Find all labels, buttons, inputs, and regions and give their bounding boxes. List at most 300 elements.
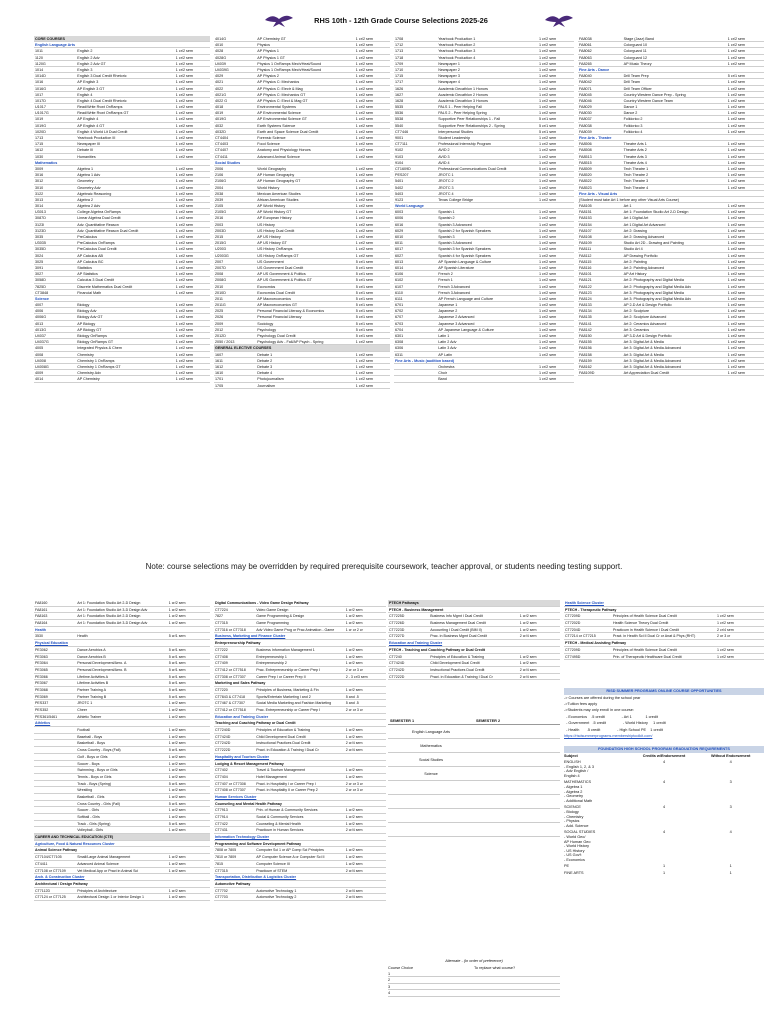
course-credit: 1 cr/2 sem — [538, 228, 557, 233]
course-credit: 1 cr/2 sem — [175, 197, 193, 202]
course-credit: 1 cr/2 sem — [175, 327, 193, 332]
course-title: Journalism — [257, 383, 276, 388]
course-title: Academic Decathlon 3 Honors — [438, 98, 488, 103]
graduation-credits-endorsement: 4 — [662, 780, 666, 785]
course-row[interactable] — [34, 868, 210, 875]
course-code: FA8163 — [35, 614, 48, 619]
course-row[interactable] — [214, 787, 386, 794]
course-title: Art 3: Digital Art & Media Advanced — [623, 346, 682, 351]
course-row[interactable] — [34, 633, 210, 640]
course-row[interactable] — [388, 654, 560, 661]
course-row[interactable] — [564, 620, 764, 627]
semester-2-cell[interactable] — [474, 753, 560, 766]
course-code: CT7702 — [215, 888, 228, 893]
course-row[interactable] — [388, 667, 560, 674]
course-row[interactable] — [214, 707, 386, 714]
course-title: AP US Government & Politics GT — [257, 278, 312, 283]
course-credit: 1 cr/2 sem — [168, 808, 186, 813]
course-title: Art 2: Photography and Digital Media Adv — [623, 284, 692, 289]
course-row[interactable] — [214, 847, 386, 854]
course-row[interactable] — [388, 613, 560, 620]
course-title: AP Calculus AB — [77, 253, 103, 258]
course-row[interactable] — [214, 647, 386, 654]
semester-row[interactable] — [388, 725, 560, 739]
course-title: Art 3: Ceramics — [623, 327, 650, 332]
course-credit: 1 cr/2 sem — [345, 621, 363, 626]
course-credit: 2 cr or 3 cr — [345, 708, 363, 712]
course-credit: 5 cr/1 sem — [168, 654, 186, 659]
course-code: 6704 — [395, 327, 404, 332]
semester-1-cell[interactable] — [388, 795, 474, 808]
course-credit: 1 cr/2 sem — [538, 191, 557, 196]
course-credit: 1 cr/2 sem — [355, 37, 373, 41]
course-row[interactable] — [214, 888, 386, 895]
course-row[interactable] — [34, 861, 210, 868]
course-title: AP Biology — [77, 321, 96, 326]
course-row[interactable] — [34, 740, 210, 747]
course-row[interactable] — [34, 620, 210, 627]
course-code: 6003 — [395, 210, 404, 215]
semester-1-cell[interactable]: Mathematics — [420, 744, 442, 748]
course-row[interactable] — [34, 727, 210, 734]
course-title: Drill Team Prep — [623, 74, 649, 79]
course-row[interactable] — [34, 607, 210, 614]
course-row[interactable] — [388, 633, 560, 640]
course-row[interactable] — [34, 700, 210, 707]
course-credit: 1 cr/2 sem — [175, 235, 193, 239]
course-code: 1713 — [395, 49, 404, 54]
course-credit: 1 cr/2 sem — [538, 136, 557, 140]
semester-1-heading: SEMESTER 1 — [390, 719, 415, 723]
course-code: FA8042 — [579, 80, 592, 85]
course-title: Art 1: Foundation Studio Art 2-D Design — [77, 601, 141, 605]
course-credit: 1 cr/2 sem — [727, 86, 745, 91]
course-row[interactable] — [34, 807, 210, 814]
semester-row[interactable] — [388, 823, 560, 837]
course-credit: 1 cr/2 sem — [175, 216, 193, 221]
course-row[interactable] — [388, 620, 560, 627]
course-row[interactable] — [214, 740, 386, 747]
course-row[interactable] — [564, 627, 764, 634]
alternate-replace-cell[interactable] — [474, 990, 560, 995]
course-credit: 1 cr/2 sem — [538, 235, 557, 239]
semester-2-cell[interactable] — [474, 823, 560, 836]
course-credit: 1 cr/2 sem — [727, 296, 745, 301]
course-row[interactable] — [214, 821, 386, 828]
alternate-replace-cell[interactable] — [474, 971, 560, 976]
course-title: Architectural Design 1 or Interior Design 1 — [77, 895, 144, 900]
course-row[interactable] — [34, 694, 210, 701]
course-code: CT7315 — [215, 621, 228, 626]
course-row[interactable] — [214, 613, 386, 620]
course-row[interactable] — [34, 754, 210, 761]
course-title: Debate 2 — [257, 358, 273, 363]
course-credit: 1 cr/2 sem — [355, 247, 373, 252]
course-row[interactable] — [34, 667, 210, 674]
course-column-core — [34, 36, 210, 383]
course-row[interactable] — [214, 660, 386, 667]
course-credit: 2 cr/4 sem — [345, 888, 363, 893]
course-title: Child Development Dual Credit — [430, 661, 480, 666]
course-row[interactable] — [214, 734, 386, 741]
semester-row[interactable] — [388, 809, 560, 823]
course-row[interactable] — [564, 613, 764, 620]
course-title: Golf - Boys or Girls — [77, 754, 108, 759]
course-title: AP US History — [257, 235, 281, 239]
alternate-number: 2 — [388, 978, 391, 983]
course-row[interactable] — [34, 767, 210, 774]
course-row[interactable] — [564, 633, 764, 640]
course-column-science-social — [214, 36, 390, 389]
course-credit: 1 cr/2 sem — [175, 86, 193, 91]
course-row[interactable] — [214, 727, 386, 734]
course-code: FA8105 — [579, 204, 592, 209]
section-heading-label: PTECH - Business Management — [389, 607, 444, 612]
course-credit: 1 cr/2 sem — [175, 364, 193, 369]
course-code: 2026 — [215, 315, 224, 320]
graduation-columns — [564, 753, 764, 759]
course-code: 5403 — [395, 191, 404, 196]
section-heading-label: Social Studies — [215, 160, 241, 165]
semester-1-cell[interactable]: Science — [424, 772, 438, 776]
course-row[interactable] — [34, 761, 210, 768]
course-row[interactable] — [34, 660, 210, 667]
course-title: AP Latin — [438, 352, 453, 357]
summer-programs-line: - Government .5 credit - World History 1 credit — [564, 721, 666, 726]
course-row[interactable] — [34, 854, 210, 861]
course-credit: 1 cr/2 sem — [168, 868, 186, 873]
course-code: 2106 — [215, 173, 224, 178]
course-credit: 1 cr/2 sem — [727, 315, 745, 320]
alternate-number: 4 — [388, 991, 391, 996]
course-title: Physics — [257, 43, 270, 48]
course-credit: 1 cr/2 sem — [355, 216, 373, 221]
course-row[interactable] — [34, 707, 210, 714]
course-row[interactable] — [214, 774, 386, 781]
course-credit: 1 cr/2 sem — [727, 123, 745, 128]
course-row[interactable] — [34, 654, 210, 661]
course-title: Personal Development/Aero. A — [77, 661, 127, 666]
course-credit: 1 cr/2 sem — [168, 768, 186, 773]
course-credit: 1 cr/2 sem — [717, 621, 734, 626]
course-credit: 5 cr/1 sem — [355, 327, 373, 332]
course-title: Biology — [77, 303, 90, 308]
course-code: CT7222D — [389, 674, 405, 679]
course-code: 6014 — [395, 265, 404, 270]
course-code: 5535 — [395, 105, 404, 110]
course-row[interactable] — [214, 620, 386, 627]
course-credit: 5 cr/1 sem — [355, 265, 373, 270]
course-row[interactable] — [214, 807, 386, 814]
course-row[interactable] — [214, 861, 386, 868]
semester-row[interactable] — [388, 753, 560, 767]
course-title: College Algebra OnRamps — [77, 210, 121, 215]
course-row[interactable] — [34, 647, 210, 654]
course-credit: 1 cr/2 sem — [175, 247, 193, 252]
graduation-row — [564, 870, 764, 877]
course-code: FA8101 — [579, 272, 592, 277]
section-heading — [34, 847, 210, 854]
course-title: Newspaper III — [77, 142, 100, 147]
course-row[interactable] — [214, 767, 386, 774]
course-credit: 1 cr/2 sem — [168, 701, 186, 706]
semester-2-cell[interactable] — [474, 767, 560, 780]
section-heading-label: Fine Arts - Theatre — [579, 136, 612, 140]
course-credit: 1 cr/2 sem — [519, 654, 537, 659]
course-code: 1014 — [35, 67, 44, 72]
course-code: 3016 — [35, 173, 44, 178]
course-credit: 1 cr/2 sem — [168, 734, 186, 739]
course-code: 1030 — [35, 154, 44, 159]
course-row[interactable] — [34, 888, 210, 895]
course-code: CT7914 — [215, 815, 228, 819]
course-credit: 1 cr/2 sem — [175, 166, 193, 171]
course-row[interactable] — [388, 674, 560, 681]
course-row[interactable] — [34, 787, 210, 794]
course-credit: 1 cr/2 sem — [168, 621, 186, 626]
course-row[interactable] — [34, 801, 210, 808]
course-code: 1017 — [35, 92, 44, 97]
course-credit: 1 cr/2 sem — [175, 321, 193, 326]
semester-2-cell[interactable] — [474, 725, 560, 738]
semester-2-cell[interactable] — [474, 809, 560, 822]
course-row[interactable] — [34, 821, 210, 828]
course-row[interactable] — [34, 600, 210, 607]
alternate-replace-cell[interactable] — [474, 977, 560, 982]
course-title: Biology Adv GT — [77, 315, 103, 320]
course-credit: 1 cr/2 sem — [345, 861, 363, 866]
course-title: Country Western Dance Team — [623, 98, 673, 103]
course-title: Economics — [257, 284, 276, 289]
course-title: AP French Language and Culture — [438, 296, 494, 301]
course-title: Band — [438, 377, 447, 382]
section-heading — [214, 754, 386, 761]
course-code: 1715 — [35, 142, 44, 147]
course-code: 2007 — [215, 259, 224, 264]
alternate-row[interactable] — [388, 990, 560, 996]
course-row[interactable] — [34, 781, 210, 788]
course-credit: 1 cr/2 sem — [538, 111, 557, 116]
course-row[interactable] — [34, 894, 210, 901]
course-title: Algebraic Reasoning — [77, 191, 112, 196]
course-title: Health — [77, 634, 88, 639]
semester-1-cell[interactable] — [388, 809, 474, 822]
semester-1-cell[interactable]: English Language Arts — [412, 730, 450, 734]
course-credit: 2 cr or 3 cr — [345, 788, 363, 793]
course-row[interactable] — [34, 613, 210, 620]
course-code: CT7308 or CT7307 — [215, 674, 246, 679]
semester-2-cell[interactable] — [474, 795, 560, 808]
course-row[interactable] — [34, 376, 210, 382]
summer-programs-link[interactable]: https://risdsummerprograms.membershiptoolkit.com/ — [564, 734, 653, 739]
course-row[interactable] — [34, 794, 210, 801]
course-row[interactable] — [214, 781, 386, 788]
course-credit: 2 cr or 3 cr — [345, 781, 363, 786]
course-row[interactable] — [34, 734, 210, 741]
course-row[interactable] — [214, 694, 386, 701]
course-row[interactable] — [34, 747, 210, 754]
course-credit: 1 cr/2 sem — [355, 228, 373, 233]
course-code: 9123 — [395, 197, 404, 202]
course-credit: 1 cr/2 sem — [727, 154, 745, 159]
course-title: Principles of Health Science Dual Credit — [613, 614, 677, 619]
course-row[interactable] — [214, 627, 386, 634]
course-row[interactable] — [34, 680, 210, 687]
course-credit: 5 cr/1 sem — [355, 259, 373, 264]
course-title: Chemistry — [77, 352, 94, 357]
course-row[interactable] — [578, 370, 764, 376]
course-credit: 1 cr/2 sem — [727, 303, 745, 308]
course-title: Studio Art 2D - Drawing and Painting — [623, 241, 684, 246]
course-title: AP Physics C: Mechanics GT — [257, 92, 306, 97]
course-row[interactable] — [34, 774, 210, 781]
course-credit: 1 cr/2 sem — [538, 160, 557, 165]
course-credit: 1 cr/2 sem — [355, 253, 373, 258]
course-credit: 5 cr/1 sem — [168, 681, 186, 686]
course-code: FA8265 — [579, 61, 592, 66]
course-row[interactable] — [34, 687, 210, 694]
course-row[interactable] — [214, 674, 386, 681]
course-title: PALS 1 - Peer Helping Fall — [438, 105, 482, 110]
course-credit: 1 cr/2 sem — [538, 284, 557, 289]
course-title: English 4 — [77, 92, 93, 97]
course-title: Country Western Dance Prep - Spring — [623, 92, 686, 97]
course-code: 7825D — [35, 284, 46, 289]
course-code — [34, 734, 76, 740]
alternates-table — [388, 958, 560, 997]
course-title: Earth and Space Science Dual Credit — [257, 129, 319, 134]
course-code: 6107 — [395, 284, 404, 289]
course-row[interactable] — [214, 687, 386, 694]
course-title: Biology OnRamps — [77, 334, 107, 338]
course-code: 4014 — [35, 377, 44, 382]
course-code: FA8124 — [579, 296, 592, 301]
course-credit: 1 cr/2 sem — [175, 154, 193, 159]
course-code: U3035 — [35, 241, 46, 246]
course-code: U4039 — [215, 61, 226, 66]
course-row[interactable] — [214, 894, 386, 901]
course-credit: 1 cr/2 sem — [355, 98, 373, 103]
section-heading — [214, 600, 386, 607]
course-title: Partner Training B — [77, 694, 107, 699]
course-code: 3123D — [35, 228, 46, 233]
course-credit: 1 cr/2 sem — [519, 621, 537, 626]
course-credit: 1 cr/2 sem — [168, 607, 186, 612]
section-heading-label: Marketing and Sales Pathway — [215, 681, 266, 686]
course-title: Professional Internship Program — [438, 142, 491, 147]
course-title: Japanese 2 Advanced — [438, 315, 475, 320]
course-code: 5536 — [395, 111, 404, 116]
course-title: Colorguard 11 — [623, 49, 647, 54]
graduation-credits-without: 4 — [729, 830, 732, 835]
course-title: Art 3: Digital Art & Media — [623, 352, 664, 357]
course-code: U3013 — [35, 210, 46, 215]
course-row[interactable] — [214, 667, 386, 674]
course-row[interactable] — [214, 854, 386, 861]
semester-row[interactable] — [388, 781, 560, 795]
course-credit: 1 cr/2 sem — [168, 774, 186, 779]
course-title: Environmental Systems — [257, 105, 296, 110]
course-code: 2038 — [215, 191, 224, 196]
course-code: CT7124 or CT7125 — [35, 895, 66, 900]
course-credit: 1 cr/2 sem — [175, 303, 193, 308]
course-credit: 1 cr/2 sem — [727, 327, 745, 332]
course-code: 2011 — [215, 296, 223, 301]
course-row[interactable] — [214, 868, 386, 875]
semester-2-cell[interactable] — [474, 781, 560, 794]
course-row[interactable] — [564, 654, 764, 661]
course-row[interactable] — [394, 376, 574, 382]
course-credit: 1 cr/2 sem — [168, 754, 186, 759]
course-title: Principles of Education & Training — [430, 654, 485, 659]
course-row[interactable] — [214, 700, 386, 707]
course-credit: 1 cr/2 sem — [727, 142, 745, 147]
course-credit: 5 cr/1 sem — [538, 123, 557, 128]
semester-grid-header — [388, 718, 560, 725]
course-row[interactable] — [214, 814, 386, 821]
course-row[interactable] — [34, 714, 210, 721]
course-title: Physics 1 OnRamps Mech/Heat/Sound — [257, 67, 322, 72]
semester-2-cell[interactable] — [474, 739, 560, 752]
course-credit: 1 cr/2 sem — [175, 259, 193, 264]
alternate-replace-cell[interactable] — [474, 984, 560, 989]
semester-row[interactable] — [388, 767, 560, 781]
course-row[interactable] — [214, 383, 390, 389]
course-title: Art 2: Sculpture Advanced — [623, 315, 667, 320]
semester-row[interactable] — [388, 795, 560, 809]
course-credit: 1 cr/2 sem — [175, 241, 193, 246]
course-row[interactable] — [214, 607, 386, 614]
course-title: Principles of Architecture — [77, 888, 117, 893]
semester-1-cell[interactable] — [388, 823, 474, 836]
course-credit: 1 cr/2 sem — [355, 166, 373, 171]
course-column-cte-pathways — [214, 600, 386, 901]
course-credit: 1 cr/2 sem — [538, 86, 557, 91]
graduation-credits-without: 3 — [729, 780, 732, 785]
course-credit: 1 cr/2 sem — [175, 105, 193, 110]
course-row[interactable] — [34, 827, 210, 834]
course-credit: 1 cr/2 sem — [355, 148, 373, 153]
semester-1-cell[interactable] — [388, 781, 474, 794]
course-code: 4019 — [215, 111, 224, 116]
course-code: CT7242D — [215, 741, 231, 746]
semester-1-cell[interactable]: Social Studies — [418, 758, 444, 762]
semester-row[interactable] — [388, 739, 560, 753]
course-code: FA8164 — [35, 621, 48, 626]
course-row[interactable] — [214, 827, 386, 834]
course-credit: 1 cr/2 sem — [345, 774, 363, 779]
course-row[interactable] — [388, 660, 560, 667]
course-title: Japanese 1 — [438, 303, 458, 308]
course-row[interactable] — [214, 654, 386, 661]
course-row[interactable] — [388, 627, 560, 634]
course-credit: 1 cr/2 sem — [168, 728, 186, 733]
course-title: Yearbook Production 3 — [438, 49, 476, 54]
course-row[interactable] — [34, 674, 210, 681]
course-code: FA8135 — [579, 315, 592, 320]
course-title: Social Media Marketing and Fashion Marketing — [256, 701, 332, 706]
section-heading — [388, 640, 560, 647]
course-row[interactable] — [214, 747, 386, 754]
course-title: Humanities — [77, 154, 96, 159]
course-code: CT7222D — [215, 748, 231, 753]
course-row[interactable] — [564, 647, 764, 654]
graduation-credits-without: 1 — [729, 871, 732, 876]
semester-grid — [388, 718, 560, 837]
course-row[interactable] — [34, 814, 210, 821]
course-credit: 1 cr/2 sem — [538, 67, 557, 72]
course-credit: 1 cr/2 sem — [355, 352, 373, 357]
